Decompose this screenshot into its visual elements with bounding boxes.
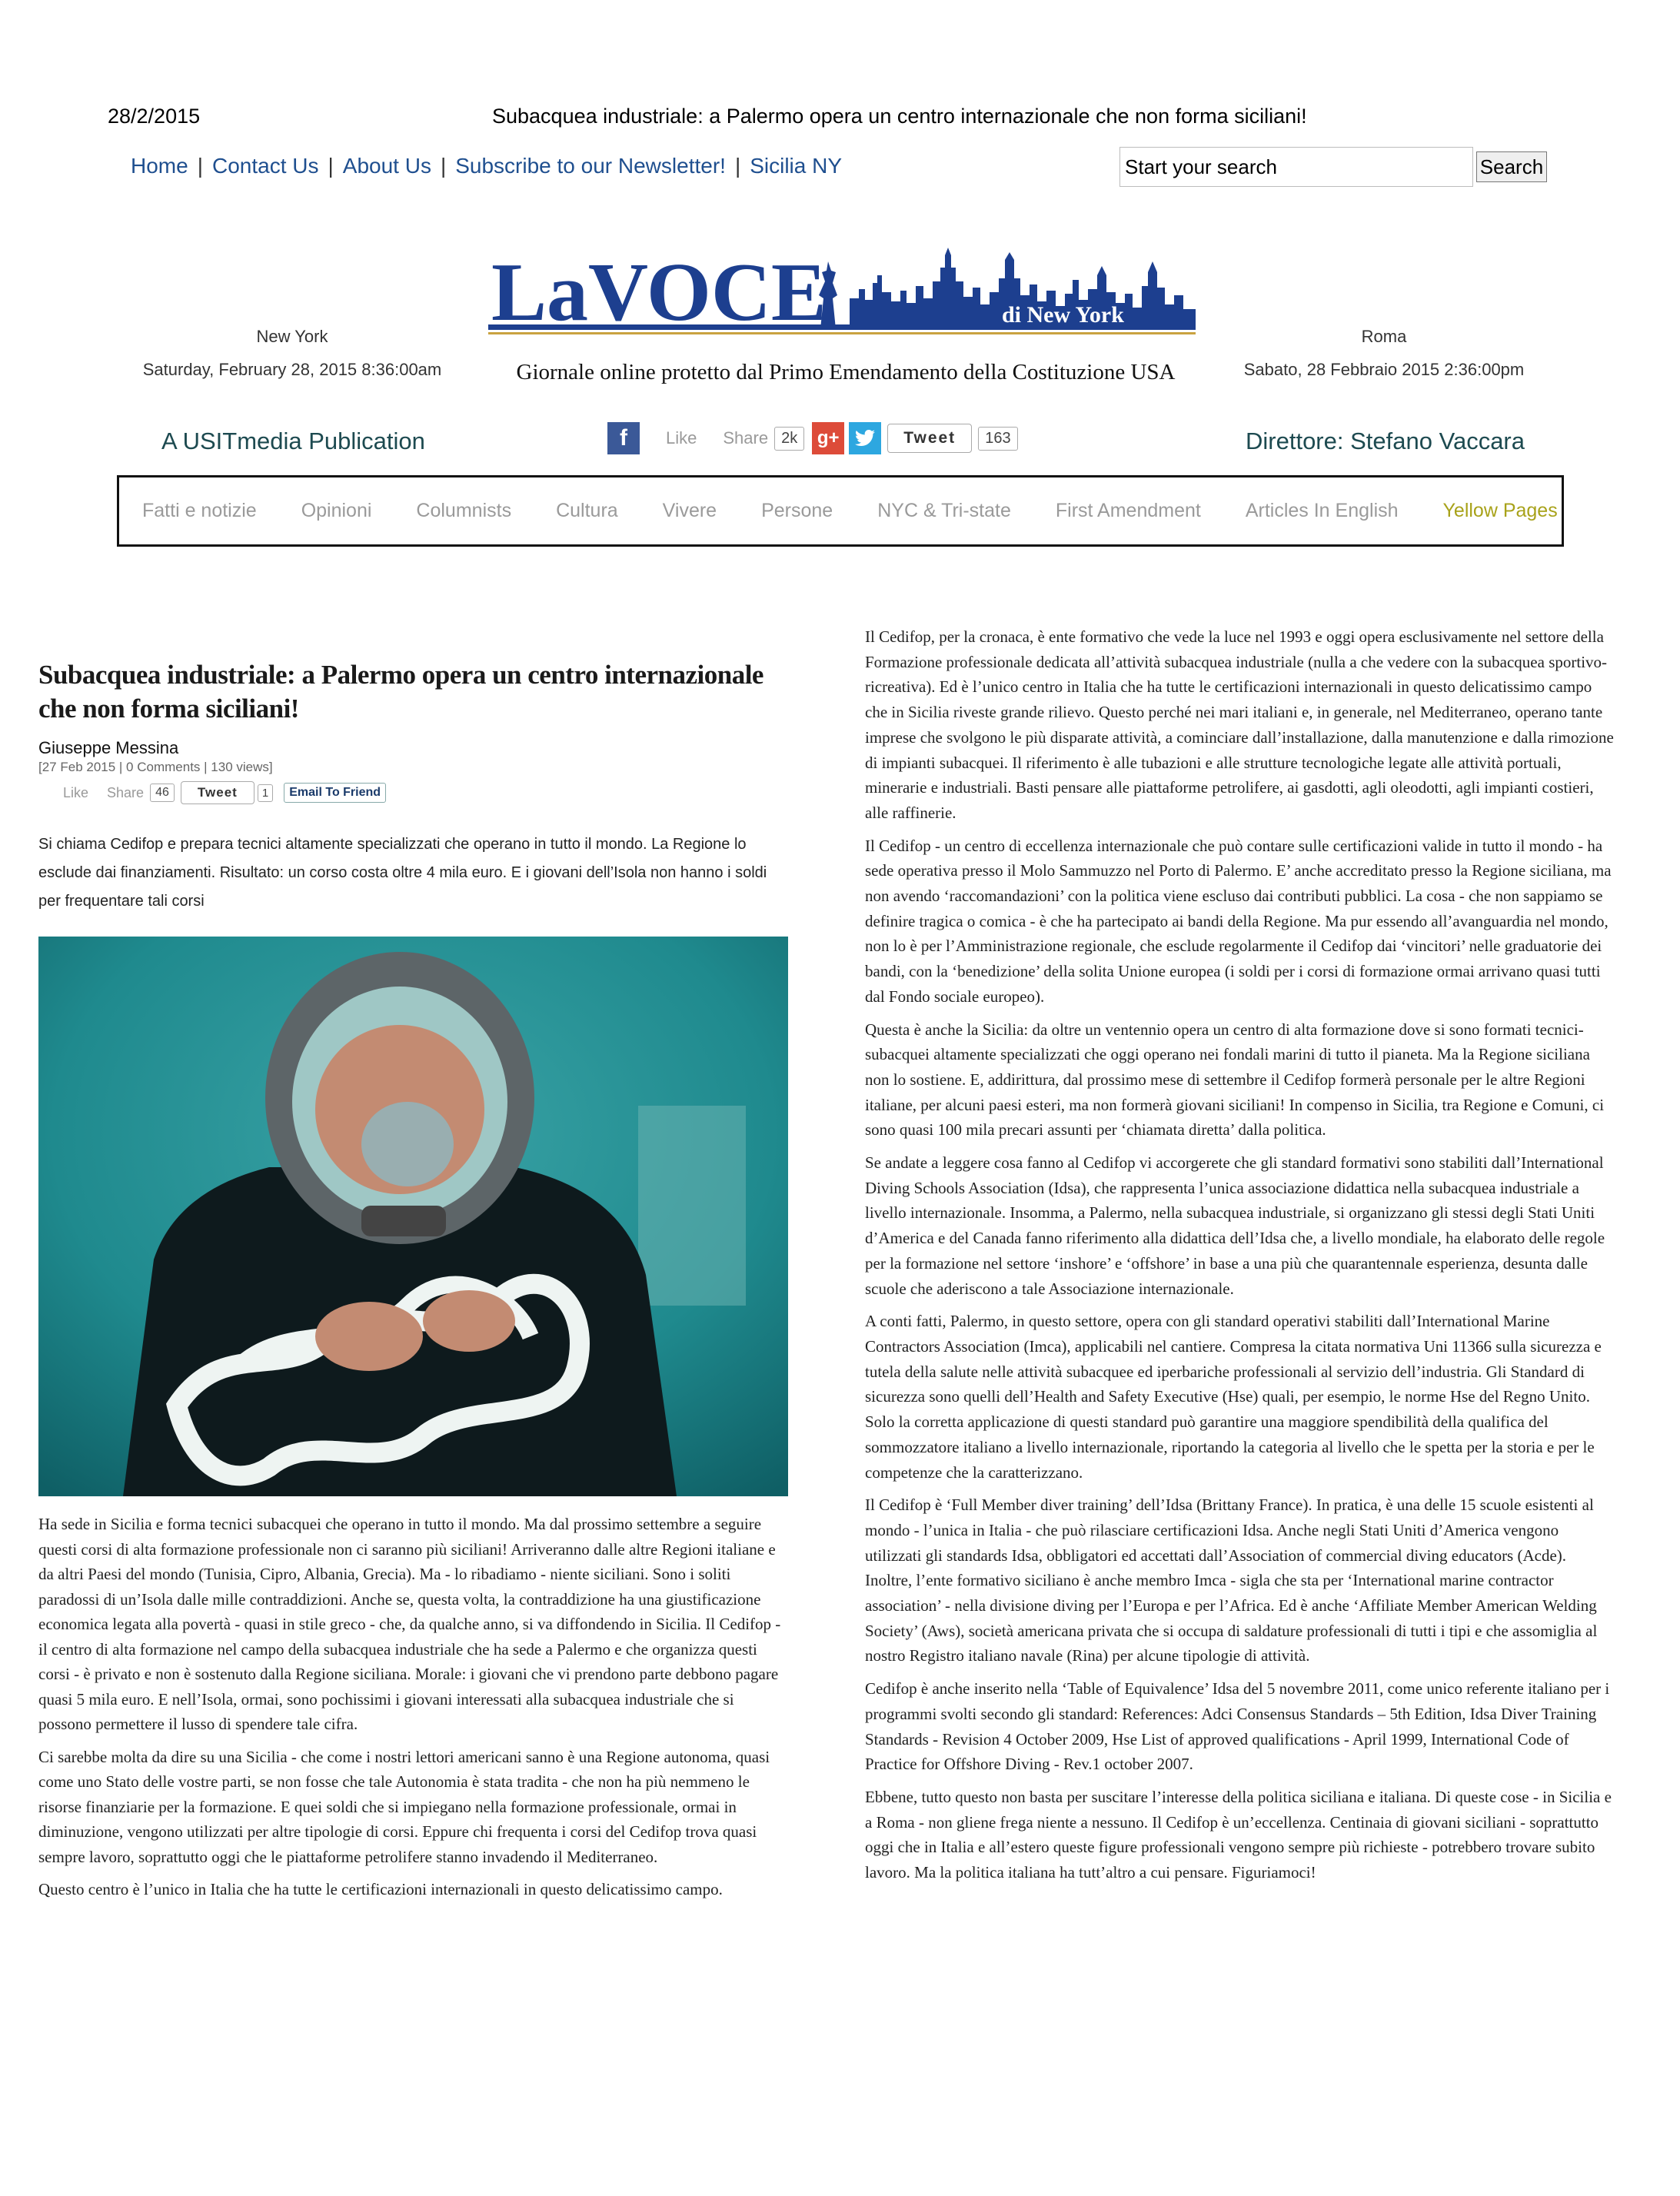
print-page-title: Subacquea industriale: a Palermo opera un centro internazionale che non forma siciliani! [492, 105, 1307, 128]
email-to-friend-button[interactable]: Email To Friend [284, 783, 386, 803]
nav-separator: | [440, 154, 447, 178]
article-paragraph: Cedifop è anche inserito nella ‘Table of Equivalence’ Idsa del 5 novembre 2011, come unico referente italiano per i programmi svolti secondo gli standard: References: Adci Consensus Standards – 5th Edition, Idsa Diver Training Standards - Revision 4 October 2009, Hse List of approved qualifications - April 1999, International Code of Practice for Offshore Diving - Rev.1 october 2007. [865, 1679, 1610, 1774]
section-nav-articles-in-english[interactable]: Articles In English [1245, 500, 1399, 521]
article-photo-diver [38, 937, 788, 1496]
nav-link-home[interactable]: Home [131, 154, 188, 178]
article-author[interactable]: Giuseppe Messina [38, 738, 179, 757]
article-paragraph: Questa è anche la Sicilia: da oltre un ventennio opera un centro di alta formazione dove si sono formati tecnici-subacquei altamente specializzati che oggi operano nei fondali marini di tutto il pianeta. Ma la Regione siciliana non lo sostiene. E, addirittura, dal prossimo mese di settembre il Cedifop formerà personale per le altre Regioni italiane, per alcuni paesi esteri, ma non formerà giovani siciliani! In compenso in Sicilia, tra Regione e Comuni, ci sono quasi 100 mila precari assunti per ‘chiamata diretta’ dalla politica. [865, 1020, 1605, 1140]
la-voce-logo-graphic [488, 245, 1199, 340]
logo-text-main: LaVOCE [491, 247, 827, 338]
article-body-right [865, 624, 1615, 1893]
diver-image [38, 937, 788, 1496]
section-nav-persone[interactable]: Persone [761, 500, 833, 521]
article-paragraph: Questo centro è l’unico in Italia che ha tutte le certificazioni internazionali in questo delicatissimo campo. [38, 1880, 723, 1898]
nav-separator: | [328, 154, 334, 178]
section-nav-fatti-e-notizie[interactable]: Fatti e notizie [142, 500, 257, 521]
article-paragraph: A conti fatti, Palermo, in questo settore, opera con gli standard operativi stabiliti dall’International Marine Contractors Association (Imca), applicabili nel cantiere. Compresa la citata normativa Uni 11366 sulla sicurezza e tutela della salute nelle attività subacquee ed iperbariche professionali al servizio dell’industria. Gli Standard di sicurezza sono quelli dell’Health and Safety Executive (Hse) quali, per esempio, le norme Hse del Regno Unito. Solo la corretta applicazione di questi standard può garantire una maggiore spendibilità della qualifica del sommozzatore italiano a livello internazionale, riportando la categoria al livello che le spetta per la storia e per le competenze che la caratterizzano. [865, 1312, 1602, 1482]
section-nav-columnists[interactable]: Columnists [416, 500, 512, 521]
publication-label: A USITmedia Publication [161, 428, 425, 454]
article-paragraph: Ebbene, tutto questo non basta per suscitare l’interesse della politica siciliana e italiana. Di queste cose - in Sicilia e a Roma - non gliene frega niente a nessuno. Il Cedifop è un’eccellenza. Centinaia di giovani siciliani - soprattutto oggi che in Italia e all’estero queste figure professionali vengono sempre più richieste - potrebbero trovare subito lavoro. Ma la politica italiana ha tutt’altro a cui pensare. Figuriamoci! [865, 1787, 1612, 1882]
tweet-count: 163 [978, 427, 1017, 451]
clock-rome-city: Roma [1361, 327, 1407, 346]
section-nav-vivere[interactable]: Vivere [662, 500, 717, 521]
site-logo[interactable] [488, 245, 1199, 340]
twitter-icon[interactable] [849, 422, 881, 454]
article-lead: Si chiama Cedifop e prepara tecnici altamente specializzati che operano in tutto il mondo. La Regione lo esclude dai finanziamenti. Risultato: un corso costa oltre 4 mila euro. E i giovani dell’Isola non hanno i soldi per frequentare tali corsi [38, 836, 767, 910]
top-nav [131, 154, 842, 178]
article-meta: [27 Feb 2015 | 0 Comments | 130 views] [38, 760, 273, 774]
nav-link-sicilia-ny[interactable]: Sicilia NY [750, 154, 843, 178]
article-paragraph: Se andate a leggere cosa fanno al Cedifop vi accorgerete che gli standard formativi sono stabiliti dall’International Diving Schools Association (Idsa), che rappresenta l’unica associazione didattica nella subacquea industriale a livello internazionale. Insomma, a Palermo, nella subacquea industriale, si organizzano gli stessi degli Stati Uniti d’America e del Canada fanno riferimento alla didattica dell’Idsa che, a livello mondiale, ha elaborato delle regole per la formazione nel settore ‘inshore’ e ‘offshore’ in base a una più che quarantennale esperienza, desunta dalle scuole che aderiscono a tale Associazione internazionale. [865, 1153, 1605, 1298]
facebook-like-button[interactable]: Like [666, 428, 697, 448]
nav-separator: | [197, 154, 203, 178]
site-tagline: Giornale online protetto dal Primo Emendamento della Costituzione USA [516, 360, 1176, 384]
article-paragraph: Il Cedifop, per la cronaca, è ente formativo che vede la luce nel 1993 e oggi opera esclusivamente nel settore della Formazione professionale dedicata all’attività subacquea industriale (nulla a che vedere con la subacquea sportivo-ricreativa). Ed è l’unico centro in Italia che ha tutte le certificazioni internazionali in questo delicatissimo campo che in Sicilia riveste grande rilievo. Questo perché nei mari italiani e, in generale, nel Mediterraneo, operano tante imprese che svolgono le più disparate attività, a cominciare dall’installazione, dalla manutenzione e dalla rimozione di impianti subacquei. Il riferimento è alle tubazioni e alle strutture tecnologiche legate alle attività portuali, minerarie e industriali. Basti pensare alle piattaforme petrolifere, ai gasdotti, agli oleodotti, agli impianti costieri, alle raffinerie. [865, 627, 1614, 822]
search-button[interactable]: Search [1476, 151, 1547, 182]
section-nav-first-amendment[interactable]: First Amendment [1055, 500, 1201, 521]
article-share-count: 46 [150, 784, 175, 802]
nav-link-about-us[interactable]: About Us [342, 154, 431, 178]
section-nav-cultura[interactable]: Cultura [556, 500, 618, 521]
share-count: 2k [774, 427, 804, 451]
article-paragraph: Il Cedifop - un centro di eccellenza internazionale che può contare sulle certificazioni valide in tutto il mondo - ha sede operativa presso il Molo Sammuzzo nel Porto di Palermo. E’ anche accreditato presso la Regione siciliana, ma non avendo ‘raccomandazioni’ con la politica viene escluso dai contributi pubblici. La cosa - che non sappiamo se definire tragica o comica - è che ha partecipato ai bandi della Regione. Ma pur essendo all’avanguardia nel mondo, non lo è per l’Amministrazione regionale, che esclude regolarmente il Cedifop dai ‘vincitori’ nelle graduatorie dei bandi, con la ‘benedizione’ della solita Unione europea (i soldi per i corsi di formazione ormai arrivano quasi tutti dal Fondo sociale europeo). [865, 836, 1612, 1006]
article-title: Subacquea industriale: a Palermo opera un centro internazionale che non forma siciliani! [38, 660, 763, 724]
clock-rome-time: Sabato, 28 Febbraio 2015 2:36:00pm [1243, 360, 1525, 379]
section-nav-yellow-pages[interactable]: Yellow Pages [1442, 500, 1558, 521]
logo-text-sub: di New York [1002, 302, 1124, 328]
article-social-bar [63, 781, 386, 804]
article-tweet-count: 1 [258, 784, 273, 802]
section-nav-opinioni[interactable]: Opinioni [301, 500, 372, 521]
article-tweet-button[interactable]: Tweet [181, 781, 254, 804]
clock-ny-city: New York [256, 327, 328, 346]
search-input[interactable] [1119, 147, 1473, 187]
article-share-button[interactable]: Share [107, 784, 145, 800]
print-date: 28/2/2015 [108, 105, 201, 128]
article-paragraph: Ha sede in Sicilia e forma tecnici subacquei che operano in tutto il mondo. Ma dal prossimo settembre a seguire questi corsi di alta formazione professionale non ci saranno più siciliani! Arriveranno dalle altre Regioni italiane e da altri Paesi del mondo (Tunisia, Cipro, Albania, Grecia). Ma - lo ribadiamo - niente siciliani. Sono i soliti paradossi di un’Isola dalle mille contraddizioni. Anche se, questa volta, la contraddizione ha una giustificazione economica legata alla povertà - quasi in stile greco - che, da qualche anno, si va diffondendo in Sicilia. Il Cedifop - il centro di alta formazione nel campo della subacquea industriale che ha sede a Palermo e che organizza questi corsi - è privato e non è sostenuto dalla Regione siciliana. Morale: i giovani che vi prendono parte debbono pagare quasi 5 mila euro. E nell’Isola, ormai, sono pochissimi i giovani interessati alla subacquea industriale che si possono permettere il lusso di spendere tale cifra. [38, 1515, 781, 1733]
director-label: Direttore: Stefano Vaccara [1246, 428, 1525, 454]
tweet-button[interactable]: Tweet [887, 424, 972, 453]
social-bar [607, 421, 1018, 455]
section-nav-nyc-tri-state[interactable]: NYC & Tri-state [877, 500, 1011, 521]
article-body-left [38, 1512, 788, 1910]
section-nav [117, 475, 1564, 547]
facebook-share-button[interactable]: Share [723, 428, 769, 448]
clock-ny-time: Saturday, February 28, 2015 8:36:00am [142, 360, 442, 379]
nav-separator: | [734, 154, 741, 178]
nav-link-newsletter[interactable]: Subscribe to our Newsletter! [455, 154, 726, 178]
article-paragraph: Il Cedifop è ‘Full Member diver training’ dell’Idsa (Brittany France). In pratica, è una delle 15 scuole esistenti al mondo - l’unica in Italia - che può rilasciare certificazioni Idsa. Anche negli Stati Uniti d’America vengono utilizzati gli standards Idsa, obbligatori ed accettati dall’Association of commercial diving educators (Acde). Inoltre, l’ente formativo siciliano è anche membro Imca - sigla che sta per ‘International marine contractor association’ - nella divisione diving per l’Europa e per l’Africa. Ed è anche ‘Affiliate Member American Welding Society’ (Aws), società americana privata che si occupa di saldature professionali di tutti i tipi e che assomiglia al nostro Registro italiano navale (Rina) per alcune tipologie di attività. [865, 1496, 1598, 1665]
google-plus-icon[interactable]: g+ [812, 422, 844, 454]
article-like-button[interactable]: Like [63, 784, 89, 800]
nav-link-contact-us[interactable]: Contact Us [211, 154, 319, 178]
article-paragraph: Ci sarebbe molta da dire su una Sicilia - che come i nostri lettori americani sanno è una Regione autonoma, quasi come uno Stato delle vostre parti, se non fosse che tale Autonomia è stata tradita - che non ha più nemmeno le risorse finanziarie per la formazione. E quei soldi che si impiegano nella formazione professionale, ormai in diminuzione, vengono utilizzati per altre tipologie di corsi. Eppure chi frequenta i corsi del Cedifop trova quasi sempre lavoro, soprattutto oggi che le piattaforme petrolifere stanno invadendo il Mediterraneo. [38, 1747, 770, 1866]
facebook-icon[interactable]: f [607, 422, 640, 454]
